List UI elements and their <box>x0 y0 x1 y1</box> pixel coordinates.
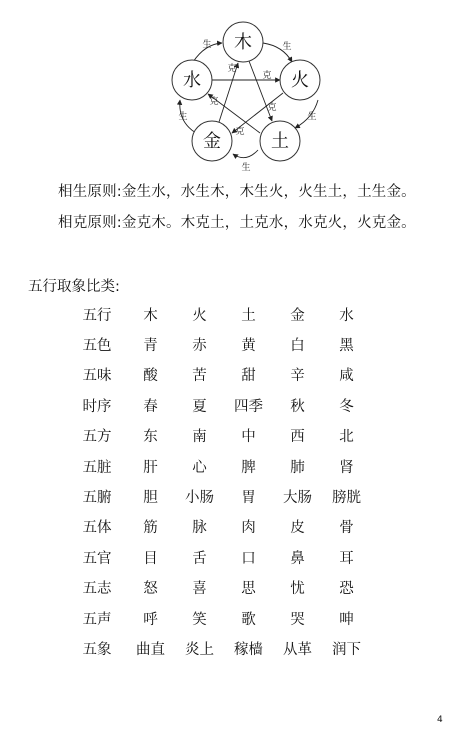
table-cell: 金 <box>290 307 305 324</box>
table-cell: 忧 <box>290 581 305 598</box>
table-cell: 小肠 <box>185 490 214 507</box>
table-cell: 恐 <box>339 581 354 598</box>
table-cell: 肉 <box>241 520 256 537</box>
earth-label: 土 <box>271 131 289 152</box>
table-cell: 大肠 <box>283 490 312 507</box>
overcome-label-fire-metal: 克 <box>235 127 245 137</box>
table-cell: 皮 <box>290 520 305 537</box>
table-row <box>68 299 371 329</box>
row-label: 五味 <box>82 368 112 385</box>
generate-label-fire-earth: 生 <box>307 112 317 122</box>
table-cell: 白 <box>290 338 305 355</box>
table-cell: 舌 <box>192 550 207 567</box>
overcome-label-water-fire: 克 <box>262 71 272 81</box>
row-label: 五志 <box>82 581 112 598</box>
table-cell: 肺 <box>290 459 305 476</box>
table-cell: 夏 <box>192 398 207 415</box>
table-row <box>68 603 371 633</box>
table-row <box>68 329 371 359</box>
table-cell: 筋 <box>143 520 158 537</box>
table-cell: 胆 <box>143 490 158 507</box>
table-row <box>68 390 371 420</box>
table-cell: 口 <box>241 550 256 567</box>
row-label: 五脏 <box>82 459 112 476</box>
table-cell: 南 <box>192 429 207 446</box>
table-cell: 呻 <box>339 611 354 628</box>
table-row <box>68 573 371 603</box>
table-cell: 思 <box>241 581 256 598</box>
row-label: 五色 <box>82 338 112 355</box>
water-label: 水 <box>183 70 201 91</box>
table-cell: 炎上 <box>185 641 214 658</box>
table-cell: 胃 <box>241 490 256 507</box>
table-cell: 木 <box>143 307 158 324</box>
table-cell: 酸 <box>143 368 158 385</box>
correspondence-table <box>68 299 371 664</box>
table-cell: 肾 <box>339 459 354 476</box>
table-cell: 心 <box>192 459 207 476</box>
table-cell: 北 <box>339 429 354 446</box>
overcoming-rule: 相克原则:金克木。木克土，土克水，水克火，火克金。 <box>58 215 416 231</box>
table-row <box>68 633 371 663</box>
fire-label: 火 <box>291 70 309 91</box>
table-cell: 冬 <box>339 398 354 415</box>
table-row <box>68 512 371 542</box>
generate-label-wood-fire: 生 <box>282 42 292 52</box>
table-cell: 怒 <box>143 581 158 598</box>
table-cell: 黑 <box>339 338 354 355</box>
table-cell: 呼 <box>143 611 158 628</box>
generating-rule: 相生原则:金生水，水生木，木生火，火生土，土生金。 <box>58 184 416 200</box>
table-cell: 从革 <box>283 641 312 658</box>
page-number: 4 <box>437 715 443 725</box>
table-cell: 脾 <box>241 459 256 476</box>
table-row <box>68 481 371 511</box>
table-cell: 四季 <box>234 398 263 415</box>
table-cell: 赤 <box>192 338 207 355</box>
table-cell: 甜 <box>241 368 256 385</box>
table-cell: 耳 <box>339 550 354 567</box>
five-elements-diagram <box>0 0 463 175</box>
table-row <box>68 421 371 451</box>
row-label: 五官 <box>82 550 112 567</box>
table-cell: 土 <box>241 307 256 324</box>
table-cell: 曲直 <box>136 641 165 658</box>
table-cell: 西 <box>290 429 305 446</box>
table-cell: 春 <box>143 398 158 415</box>
overcome-label-earth-water: 克 <box>209 97 219 107</box>
table-cell: 喜 <box>192 581 207 598</box>
generate-label-water-wood: 生 <box>202 40 212 50</box>
table-cell: 苦 <box>192 368 207 385</box>
table-cell: 目 <box>143 550 158 567</box>
table-row <box>68 451 371 481</box>
row-label: 五方 <box>82 429 112 446</box>
table-cell: 稼樯 <box>234 641 263 658</box>
table-cell: 肝 <box>143 459 158 476</box>
generate-label-earth-metal: 生 <box>241 163 251 173</box>
row-label: 五体 <box>82 520 112 537</box>
generate-label-metal-water: 生 <box>178 112 188 122</box>
table-cell: 黄 <box>241 338 256 355</box>
overcome-label-metal-wood: 克 <box>227 64 237 74</box>
table-cell: 歌 <box>241 611 256 628</box>
row-label: 五象 <box>82 641 112 658</box>
table-cell: 青 <box>143 338 158 355</box>
table-cell: 水 <box>339 307 354 324</box>
table-cell: 润下 <box>332 641 361 658</box>
table-row <box>68 542 371 572</box>
table-cell: 骨 <box>339 520 354 537</box>
table-row <box>68 360 371 390</box>
table-cell: 鼻 <box>290 550 305 567</box>
table-cell: 辛 <box>290 368 305 385</box>
table-cell: 笑 <box>192 611 207 628</box>
wood-label: 木 <box>234 32 252 53</box>
row-label: 时序 <box>82 398 112 415</box>
row-label: 五行 <box>82 307 112 324</box>
table-cell: 哭 <box>290 611 305 628</box>
table-cell: 咸 <box>339 368 354 385</box>
arc-earth-to-metal <box>233 150 258 158</box>
correspondence-heading: 五行取象比类: <box>28 279 120 295</box>
table-cell: 火 <box>192 307 207 324</box>
row-label: 五腑 <box>82 490 112 507</box>
table-cell: 秋 <box>290 398 305 415</box>
metal-label: 金 <box>203 131 221 152</box>
row-label: 五声 <box>82 611 112 628</box>
table-cell: 东 <box>143 429 158 446</box>
table-cell: 中 <box>241 429 256 446</box>
overcome-label-wood-earth: 克 <box>267 103 277 113</box>
table-cell: 膀胱 <box>332 490 361 507</box>
table-cell: 脉 <box>192 520 207 537</box>
